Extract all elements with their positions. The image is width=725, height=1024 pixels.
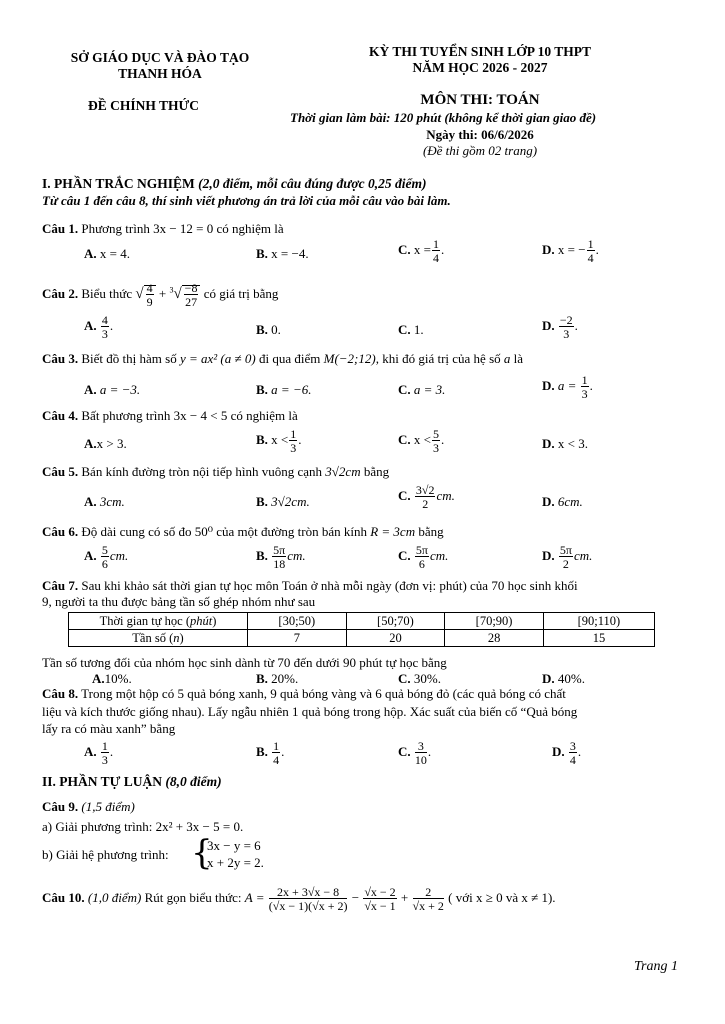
q7-option-a: A.10%. — [92, 671, 132, 686]
question-6: Câu 6. Độ dài cung có số đo 50⁰ của một đường tròn bán kính R = 3cm bằng — [42, 524, 444, 539]
q8-option-c: C. $\frac{3}{10}$ . — [398, 739, 432, 767]
question-9b: b) Giải hệ phương trình: — [42, 847, 169, 862]
question-4: Câu 4. Bất phương trình 3x − 4 < 5 có nghiệm là — [42, 408, 298, 423]
part1-instruction: Từ câu 1 đến câu 8, thí sinh viết phương án trả lời của mỗi câu vào bài làm. — [42, 193, 451, 208]
q6-option-c: C. $\frac{5\pi}{6}$ cm. — [398, 543, 449, 571]
frequency-table — [68, 612, 655, 647]
q4-option-a: A.x > 3. — [84, 436, 127, 451]
table-row — [69, 613, 655, 630]
q5-option-c: C. $\frac{3√2}{2}$ cm. — [398, 483, 455, 511]
question-9: Câu 9. (1,5 điểm) — [42, 799, 135, 814]
q7-option-c: C. 30%. — [398, 671, 441, 686]
table-header-cell: Thời gian tự học (phút) — [69, 613, 248, 630]
q5-option-d: D. 6cm. — [542, 494, 583, 509]
q7-option-b: B. 20%. — [256, 671, 299, 686]
table-cell: 28 — [445, 630, 544, 647]
q4-option-b: B. x < $\frac{1}{3}$ . — [256, 427, 302, 455]
page-number: Trang 1 — [634, 959, 678, 974]
q2-option-c: C. 1. — [398, 322, 424, 337]
exam-title: KỲ THI TUYỂN SINH LỚP 10 THPT NĂM HỌC 2026 - 2027 — [368, 44, 592, 75]
table-cell: [50;70) — [346, 613, 445, 630]
q2-option-a: A. $\frac{4}{3}$ . — [84, 313, 114, 341]
q5-option-b: B. 3√2cm. — [256, 494, 310, 509]
table-cell: [70;90) — [445, 613, 544, 630]
question-7-line2: 9, người ta thu được bảng tần số ghép nhóm như sau — [42, 594, 316, 609]
q6-option-d: D. $\frac{5\pi}{2}$ cm. — [542, 543, 593, 571]
q4-option-c: C. x < $\frac{5}{3}$ . — [398, 427, 445, 455]
question-8-line2: liệu và kích thước giống nhau). Lấy ngẫu nhiên 1 quả bóng trong hộp. Xác suất của biến cố “Quả bóng — [42, 704, 578, 719]
system-brace: { — [191, 833, 213, 873]
subject-title: MÔN THI: TOÁN — [420, 92, 540, 108]
part1-heading: I. PHẦN TRẮC NGHIỆM (2,0 điểm, mỗi câu đúng được 0,25 điểm) — [42, 176, 427, 191]
q8-option-d: D. $\frac{3}{4}$ . — [552, 739, 582, 767]
exam-duration: Thời gian làm bài: 120 phút (không kể thời gian giao đề) — [290, 110, 597, 125]
part2-heading: II. PHẦN TỰ LUẬN (8,0 điểm) — [42, 774, 222, 789]
question-1: Câu 1. Phương trình 3x − 12 = 0 có nghiệm là — [42, 221, 284, 236]
q6-option-a: A. $\frac{5}{6}$ cm. — [84, 543, 129, 571]
table-header-cell: Tần số (n) — [69, 630, 248, 647]
q3-option-c: C. a = 3. — [398, 382, 446, 397]
q2-option-d: D. $\frac{-2}{3}$ . — [542, 313, 578, 341]
exam-date: Ngày thi: 06/6/2026 — [426, 127, 534, 142]
q1-option-d: D. x = − $\frac{1}{4}$ . — [542, 237, 599, 265]
question-8-line3: lấy ra có màu xanh” bằng — [42, 721, 176, 736]
q4-option-d: D. x < 3. — [542, 436, 588, 451]
question-10: Câu 10. (1,0 điểm) Rút gọn biểu thức: A = $\frac{2x + 3√x - 8}{(√x - 1)(√x + 2)}$ − $\frac{√x - 2}{√x - 1}$ + $\frac{2}{√x + 2}$ ( với x ≥ 0 và x ≠ 1). — [42, 885, 556, 913]
q7-option-d: D. 40%. — [542, 671, 585, 686]
q1-option-c: C. x = $\frac{1}{4}$ . — [398, 237, 445, 265]
question-3: Câu 3. Biết đồ thị hàm số y = ax² (a ≠ 0) đi qua điểm M(−2;12), khi đó giá trị của hệ số a là — [42, 351, 524, 366]
q2-option-b: B. 0. — [256, 322, 281, 337]
table-cell: [30;50) — [248, 613, 347, 630]
table-row — [69, 630, 655, 647]
question-2: Câu 2. Biểu thức √ $\frac{4}{9}$ + $^3$√ $\frac{-8}{27}$ có giá trị bằng — [42, 281, 279, 309]
table-cell: 20 — [346, 630, 445, 647]
question-7-prompt: Tần số tương đối của nhóm học sinh dành từ 70 đến dưới 90 phút tự học bằng — [42, 655, 447, 670]
table-cell: [90;110) — [543, 613, 654, 630]
q8-option-a: A. $\frac{1}{3}$ . — [84, 739, 114, 767]
table-cell: 7 — [248, 630, 347, 647]
department-name: SỞ GIÁO DỤC VÀ ĐÀO TẠO THANH HÓA — [70, 50, 250, 81]
q8-option-b: B. $\frac{1}{4}$ . — [256, 739, 285, 767]
official-label: ĐỀ CHÍNH THỨC — [88, 98, 200, 113]
q1-option-a: A. x = 4. — [84, 246, 130, 261]
q1-option-b: B. x = −4. — [256, 246, 309, 261]
q3-option-d: D. a = $\frac{1}{3}$ . — [542, 373, 593, 401]
q6-option-b: B. $\frac{5\pi}{18}$ cm. — [256, 543, 306, 571]
question-7: Câu 7. Sau khi khảo sát thời gian tự học môn Toán ở nhà mỗi ngày (đơn vị: phút) của 70 học sinh khối — [42, 578, 578, 593]
q3-option-b: B. a = −6. — [256, 382, 312, 397]
question-9a: a) Giải phương trình: 2x² + 3x − 5 = 0. — [42, 819, 244, 834]
q5-option-a: A. 3cm. — [84, 494, 125, 509]
question-5: Câu 5. Bán kính đường tròn nội tiếp hình vuông cạnh 3√2cm bằng — [42, 464, 390, 479]
table-cell: 15 — [543, 630, 654, 647]
page-count-note: (Đề thi gồm 02 trang) — [422, 143, 538, 158]
q3-option-a: A. a = −3. — [84, 382, 141, 397]
question-8: Câu 8. Trong một hộp có 5 quả bóng xanh, 9 quả bóng vàng và 6 quả bóng đỏ (các quả bóng có chất — [42, 686, 566, 701]
system-equations: 3x − y = 6 x + 2y = 2. — [207, 838, 264, 870]
